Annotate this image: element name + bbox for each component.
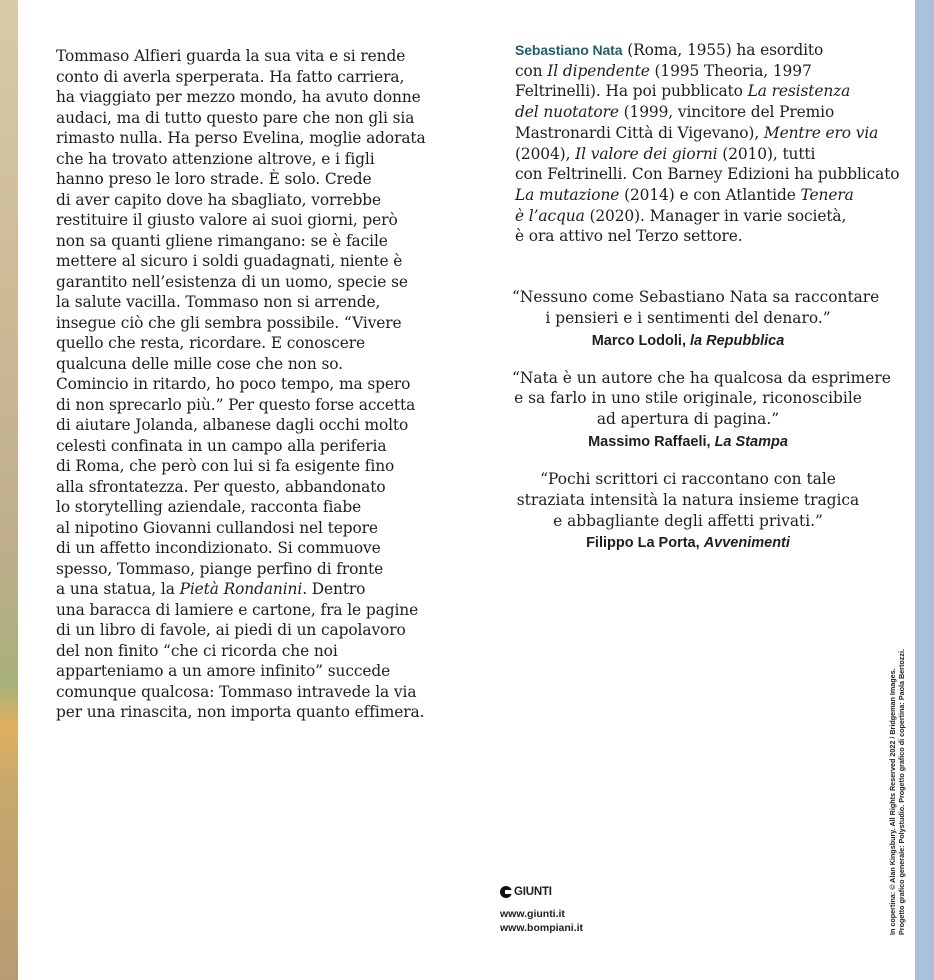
italic-title: La resistenza: [747, 82, 851, 101]
synopsis-line: di un libro di favole, ai piedi di un capolavoro: [56, 621, 406, 639]
synopsis-line: ha viaggiato per mezzo mondo, ha avuto donne: [56, 88, 421, 106]
synopsis-line: di aiutare Jolanda, albanese dagli occhi molto: [56, 416, 409, 434]
quote-publication: Avvenimenti: [703, 535, 790, 552]
credit-line: In copertina: © Alan Kingsbury. All Rights Reserved 2022 / Bridgeman Images.: [888, 668, 897, 935]
synopsis-line: che ha trovato attenzione altrove, e i figli: [56, 149, 375, 168]
synopsis-line: garantito nell’esistenza di un uomo, specie se: [56, 272, 408, 291]
bio-line: con Feltrinelli. Con Barney Edizioni ha pubblicato: [515, 165, 900, 184]
synopsis-line: Tommaso Alfieri guarda la sua vita e si rende: [56, 47, 406, 65]
synopsis-line: non sa quanti gliene rimangano: se è facile: [56, 231, 388, 250]
italic-title: Pietà Rondanini: [179, 580, 303, 598]
synopsis-line: qualcuna delle mille cose che non so.: [56, 354, 343, 373]
quote-line: e sa farlo in uno stile originale, riconoscibile: [514, 389, 862, 408]
quote-line: i pensieri e i sentimenti del denaro.”: [545, 308, 831, 327]
synopsis-line: una baracca di lamiere e cartone, fra le pagine: [56, 600, 419, 619]
quote-author: Marco Lodoli,: [591, 332, 690, 349]
synopsis-line: di aver capito dove ha sbagliato, vorrebbe: [56, 190, 382, 209]
synopsis-line: per una rinascita, non importa quanto effimera.: [56, 703, 425, 721]
bio-line: è ora attivo nel Terzo settore.: [515, 227, 743, 246]
quote-author: Filippo La Porta,: [586, 535, 704, 552]
synopsis-line: mettere al sicuro i soldi guadagnati, niente è: [56, 252, 403, 270]
synopsis-line: insegue ciò che gli sembra possibile. “Vivere: [56, 313, 402, 332]
bio-line: La mutazione (2014) e con Atlantide Tenera: [515, 185, 854, 204]
quote-line: “Pochi scrittori ci raccontano con tale: [540, 469, 836, 488]
spine-edge: [915, 0, 934, 980]
italic-title: Il dipendente: [547, 61, 650, 80]
synopsis-line: lo storytelling aziendale, racconta fiabe: [56, 498, 362, 516]
synopsis-line: al nipotino Giovanni cullandosi nel tepore: [56, 518, 378, 537]
synopsis-line: di un affetto incondizionato. Si commuove: [56, 539, 381, 557]
quote-publication: La Stampa: [714, 433, 788, 450]
quote-attribution: [512, 431, 864, 453]
credit-line: Progetto grafico generale: Polystudio. Progetto grafico di copertina: Paola Bertozzi.: [897, 649, 906, 935]
synopsis-line: la salute vacilla. Tommaso non si arrende,: [56, 293, 381, 311]
italic-title: è l’acqua: [515, 206, 585, 225]
bio-line: (2004), Il valore dei giorni (2010), tutti: [515, 144, 816, 163]
synopsis-text: [56, 46, 426, 723]
synopsis-line: del non finito “che ci ricorda che noi: [56, 641, 338, 660]
italic-title: La mutazione: [515, 185, 620, 204]
bio-line: del nuotatore (1999, vincitore del Premio: [515, 103, 835, 122]
cover-image-edge: [0, 0, 18, 980]
giunti-logo-text: GIUNTI: [514, 886, 552, 898]
bio-line: con Il dipendente (1995 Theoria, 1997: [515, 61, 812, 80]
italic-title: Mentre ero via: [763, 123, 879, 142]
cover-credits: [888, 649, 906, 935]
quote-publication: la Repubblica: [690, 332, 785, 349]
quote: [512, 469, 864, 554]
quote-line: “Nata è un autore che ha qualcosa da esprimere: [512, 368, 891, 387]
author-bio: [515, 40, 900, 247]
synopsis-line: hanno preso le loro strade. È solo. Crede: [56, 170, 372, 188]
bio-line: Feltrinelli). Ha poi pubblicato La resistenza: [515, 82, 851, 101]
bio-line: Sebastiano Nata (Roma, 1955) ha esordito: [515, 41, 824, 59]
giunti-logo-icon: [500, 886, 512, 898]
synopsis-line: di non sprecarlo più.” Per questo forse accetta: [56, 395, 416, 414]
quote-line: “Nessuno come Sebastiano Nata sa raccontare: [512, 288, 880, 306]
synopsis-line: spesso, Tommaso, piange perfino di fronte: [56, 559, 384, 578]
synopsis-line: celesti confinata in un campo alla periferia: [56, 436, 387, 455]
quote-line: e abbagliante degli affetti privati.”: [553, 511, 823, 530]
synopsis-line: restituire il giusto valore ai suoi giorni, però: [56, 211, 398, 229]
synopsis-line: di Roma, che però con lui si fa esigente fino: [56, 457, 395, 475]
publisher-block: [500, 886, 583, 935]
synopsis-line: a una statua, la Pietà Rondanini. Dentro: [56, 580, 366, 598]
quote-attribution: [512, 330, 864, 352]
quote: [512, 287, 880, 352]
url-giunti[interactable]: www.giunti.it: [500, 908, 565, 920]
publisher-urls: [500, 907, 583, 935]
quote-line: straziata intensità la natura insieme tragica: [516, 490, 860, 509]
quote: [512, 368, 891, 453]
bio-line: è l’acqua (2020). Manager in varie società,: [515, 206, 847, 225]
giunti-logo: [500, 886, 583, 898]
quote-attribution: [512, 532, 864, 554]
quote-line: ad apertura di pagina.”: [596, 410, 780, 429]
synopsis-line: audaci, ma di tutto questo pare che non gli sia: [56, 108, 415, 127]
italic-title: del nuotatore: [515, 103, 619, 122]
italic-title: Tenera: [800, 185, 854, 204]
bio-line: Mastronardi Città di Vigevano), Mentre ero via: [515, 123, 879, 142]
author-name: Sebastiano Nata: [515, 42, 623, 58]
review-quotes: [512, 287, 891, 570]
synopsis-line: alla sfrontatezza. Per questo, abbandonato: [56, 477, 386, 496]
synopsis-line: Comincio in ritardo, ho poco tempo, ma spero: [56, 375, 411, 393]
url-bompiani[interactable]: www.bompiani.it: [500, 922, 584, 934]
synopsis-line: rimasto nulla. Ha perso Evelina, moglie adorata: [56, 129, 426, 147]
synopsis-line: conto di averla sperperata. Ha fatto carriera,: [56, 67, 405, 86]
synopsis-line: comunque qualcosa: Tommaso intravede la via: [56, 682, 417, 701]
synopsis-line: quello che resta, ricordare. E conoscere: [56, 334, 365, 352]
quote-author: Massimo Raffaeli,: [588, 433, 715, 450]
italic-title: Il valore dei giorni: [575, 144, 718, 163]
synopsis-line: apparteniamo a un amore infinito” succede: [56, 662, 391, 680]
